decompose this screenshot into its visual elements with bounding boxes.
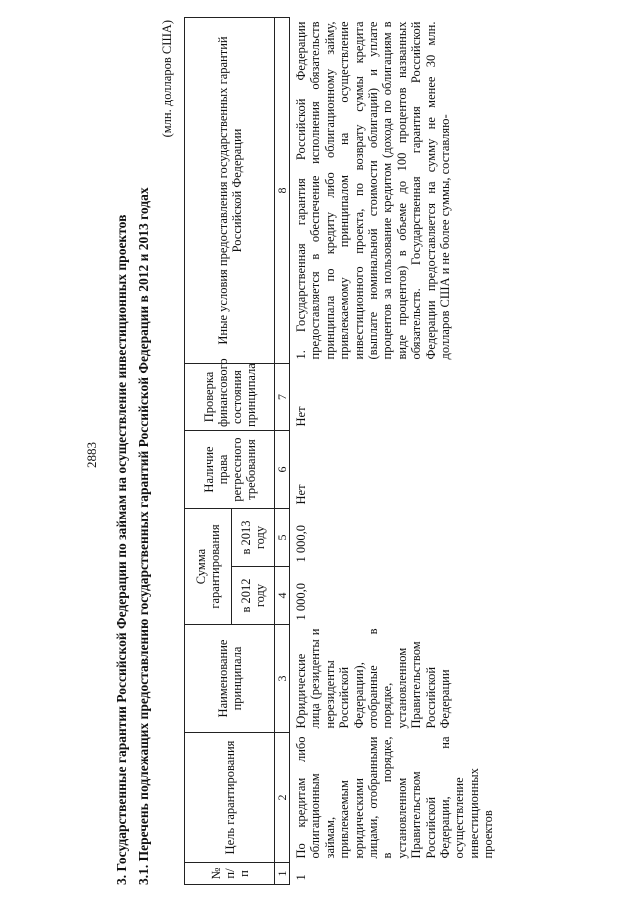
row-purpose: По кредитам либо облигационным займам, привлекаемым юридическими лицами, отобранными в порядке, установленном Правительством Российской Федерации, на осуществление инвестиционных проектов [294,736,496,859]
column-number-row [275,18,290,885]
page-number: 2883 [84,442,99,468]
guarantees-table [184,17,496,885]
header-purpose: Цель гарантирования [185,733,275,863]
column-number: 2 [275,733,290,863]
header-number: № п/п [185,863,275,885]
column-number: 8 [275,18,290,364]
column-number: 6 [275,431,290,509]
subsection-heading: 3.1. Перечень подлежащих предоставлению государственных гарантий Российской Федерации в 2012 и 2013 годах [136,187,151,885]
column-number: 1 [275,863,290,885]
header-year-2013: в 2013 году [232,509,275,567]
units-note: (млн. долларов США) [160,20,174,138]
row-sum-2013: 1 000,0 [294,525,308,563]
table-row [290,18,496,885]
row-regress-right: Нет [294,484,308,505]
row-financial-check: Нет [294,406,308,427]
header-principal-name: Наименование принципала [185,625,275,733]
header-regress-right: Наличие права регрессного требования [185,431,275,509]
column-number: 7 [275,364,290,431]
header-year-2012: в 2012 году [232,567,275,625]
row-number: 1 [294,874,308,881]
section-heading: 3. Государственные гарантии Российской Федерации по займам на осуществление инвестиционных проектов [114,214,129,885]
row-sum-2012: 1 000,0 [294,583,308,621]
header-other-conditions: Иные условия предоставления государственных гарантий Российской Федерации [185,18,275,364]
row-other-conditions: 1. Государственная гарантия Российской Федерации предоставляется в обеспечение исполнения обязательств принципала по кредиту либо облигационному займу, привлекаемому принципалом на осуществление инвестиционного проекта, по возврату суммы кредита (выплате номинальной стоимости облигаций) и уплате процентов за пользование кредитом (дохода по облигациям в виде процентов) в объеме до 100 процентов названных обязательств. Государственная гарантия Российской Федерации предоставляется на сумму не менее 30 млн. долларов США и не более суммы, составляю- [294,21,453,360]
column-number: 5 [275,509,290,567]
column-number: 4 [275,567,290,625]
column-number: 3 [275,625,290,733]
header-guarantee-sum: Сумма гарантирования [185,509,232,625]
row-principal-name: Юридические лица (резиденты и нерезиденты Российской Федерации), отобранные в порядке, установленном Правительством Российской Федерации [294,628,453,729]
table-header-row [185,18,232,885]
header-financial-check: Проверка финансового состояния принципала [185,364,275,431]
